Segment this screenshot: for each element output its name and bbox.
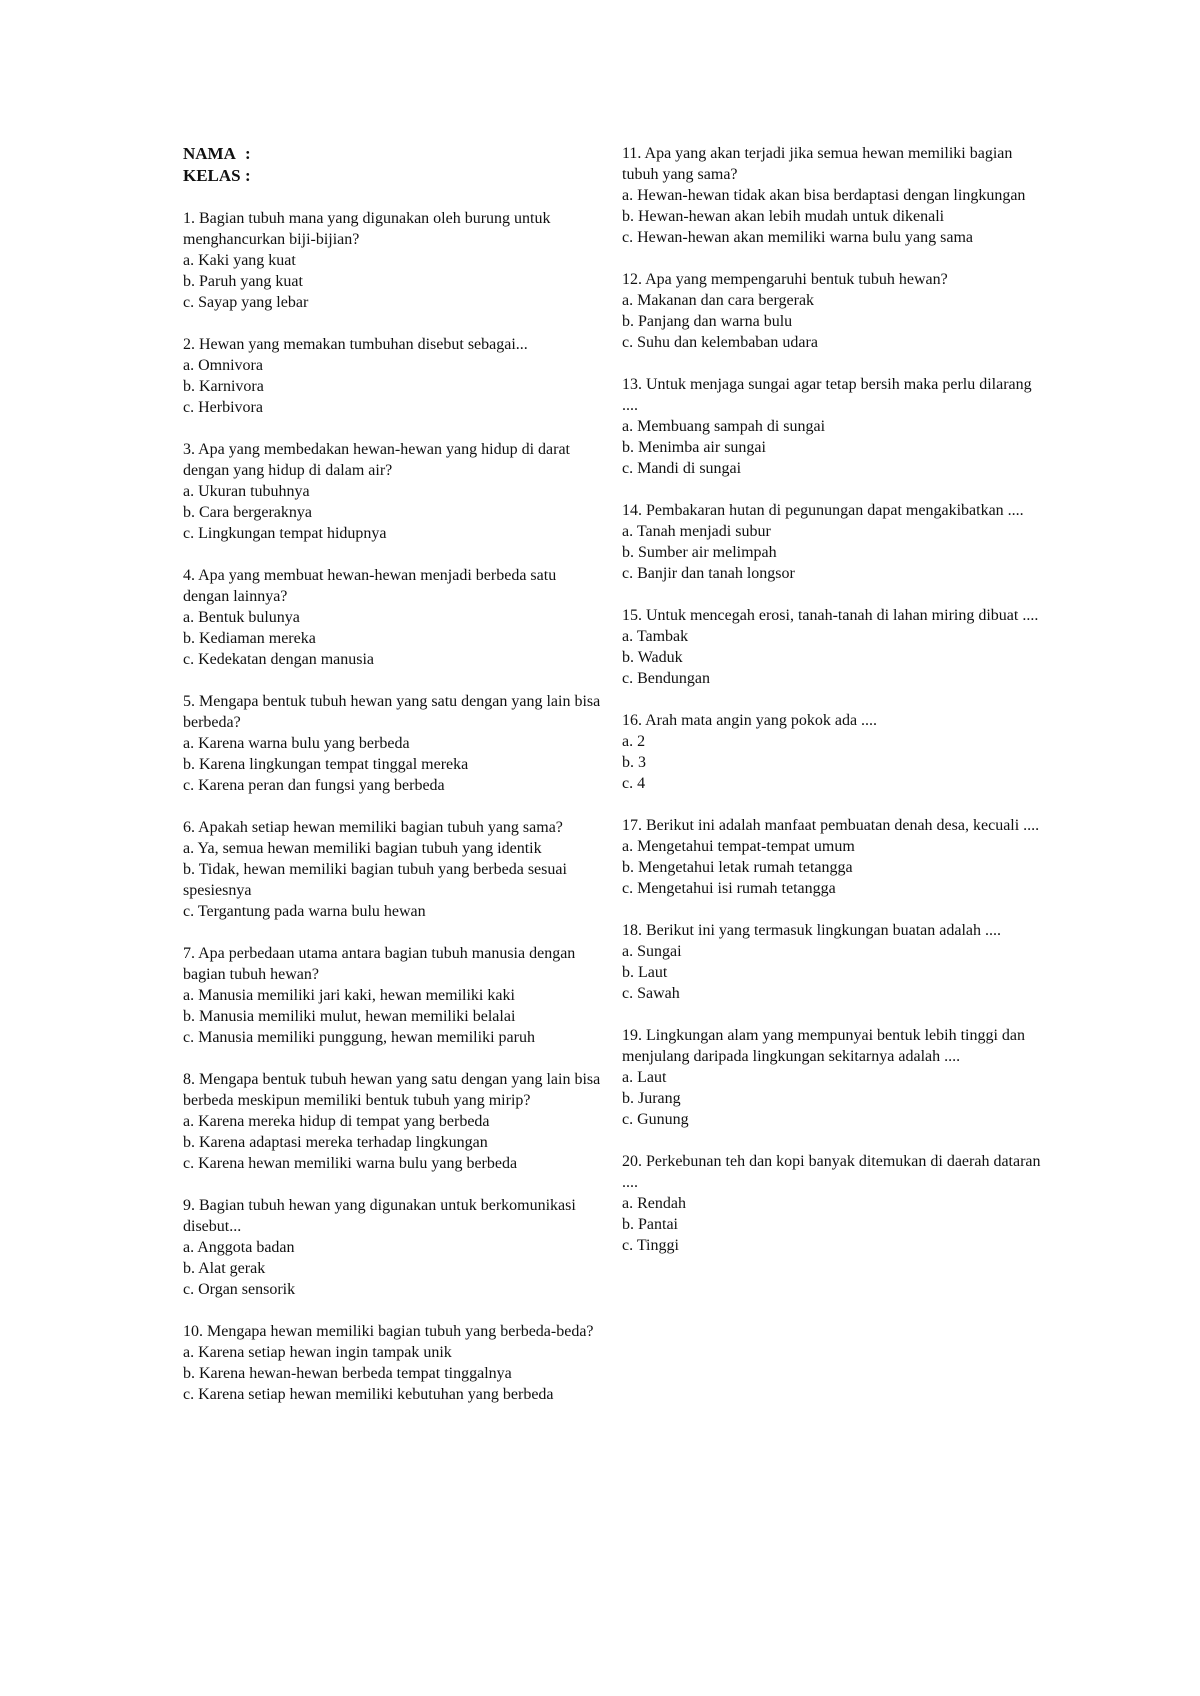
answer-option-a: a. Karena mereka hidup di tempat yang berbeda xyxy=(183,1113,490,1130)
answer-option-b: b. Paruh yang kuat xyxy=(183,273,303,290)
answer-option-c: c. Tinggi xyxy=(622,1237,679,1254)
answer-option-b: b. Kediaman mereka xyxy=(183,630,316,647)
answer-option-b: b. Karena lingkungan tempat tinggal mereka xyxy=(183,756,469,773)
answer-option-b: b. 3 xyxy=(622,754,646,771)
answer-option-c: c. Mandi di sungai xyxy=(622,460,742,477)
answer-option-c: c. Kedekatan dengan manusia xyxy=(183,651,375,668)
question-8 xyxy=(183,1069,603,1174)
question-text: 17. Berikut ini adalah manfaat pembuatan denah desa, kecuali .... xyxy=(622,817,1040,834)
answer-option-a: a. Mengetahui tempat-tempat umum xyxy=(622,838,855,855)
answer-option-b: b. Karena adaptasi mereka terhadap lingkungan xyxy=(183,1134,488,1151)
question-text: 2. Hewan yang memakan tumbuhan disebut sebagai... xyxy=(183,336,528,353)
question-7 xyxy=(183,943,603,1048)
kelas-line xyxy=(183,165,603,187)
left-column xyxy=(183,143,603,1426)
answer-option-c: c. Suhu dan kelembaban udara xyxy=(622,334,818,351)
answer-option-a: a. Bentuk bulunya xyxy=(183,609,300,626)
answer-option-a: a. Ya, semua hewan memiliki bagian tubuh yang identik xyxy=(183,840,542,857)
question-10 xyxy=(183,1321,603,1405)
answer-option-b: b. Manusia memiliki mulut, hewan memiliki belalai xyxy=(183,1008,516,1025)
question-text: 18. Berikut ini yang termasuk lingkungan buatan adalah .... xyxy=(622,922,1002,939)
question-text: 10. Mengapa hewan memiliki bagian tubuh yang berbeda-beda? xyxy=(183,1323,594,1340)
question-text: 4. Apa yang membuat hewan-hewan menjadi berbeda satu dengan lainnya? xyxy=(183,567,557,605)
answer-option-a: a. Kaki yang kuat xyxy=(183,252,296,269)
answer-option-a: a. Laut xyxy=(622,1069,667,1086)
student-info-header xyxy=(183,143,603,187)
answer-option-c: c. Sayap yang lebar xyxy=(183,294,309,311)
question-text: 8. Mengapa bentuk tubuh hewan yang satu dengan yang lain bisa berbeda meskipun memiliki bentuk tubuh yang mirip? xyxy=(183,1071,601,1109)
question-14 xyxy=(622,500,1042,584)
question-text: 20. Perkebunan teh dan kopi banyak ditemukan di daerah dataran .... xyxy=(622,1153,1041,1191)
question-text: 1. Bagian tubuh mana yang digunakan oleh burung untuk menghancurkan biji-bijian? xyxy=(183,210,551,248)
answer-option-b: b. Tidak, hewan memiliki bagian tubuh yang berbeda sesuai spesiesnya xyxy=(183,861,567,899)
question-16 xyxy=(622,710,1042,794)
question-text: 19. Lingkungan alam yang mempunyai bentuk lebih tinggi dan menjulang daripada lingkungan sekitarnya adalah .... xyxy=(622,1027,1026,1065)
answer-option-a: a. Ukuran tubuhnya xyxy=(183,483,310,500)
question-11 xyxy=(622,143,1042,248)
answer-option-a: a. Omnivora xyxy=(183,357,263,374)
question-text: 16. Arah mata angin yang pokok ada .... xyxy=(622,712,878,729)
kelas-colon: : xyxy=(245,166,251,185)
answer-option-a: a. Karena setiap hewan ingin tampak unik xyxy=(183,1344,452,1361)
question-20 xyxy=(622,1151,1042,1256)
left-question-list xyxy=(183,208,603,1405)
answer-option-b: b. Alat gerak xyxy=(183,1260,266,1277)
answer-option-a: a. Karena warna bulu yang berbeda xyxy=(183,735,410,752)
answer-option-c: c. Lingkungan tempat hidupnya xyxy=(183,525,387,542)
answer-option-b: b. Panjang dan warna bulu xyxy=(622,313,793,330)
question-9 xyxy=(183,1195,603,1300)
question-text: 13. Untuk menjaga sungai agar tetap bersih maka perlu dilarang .... xyxy=(622,376,1032,414)
answer-option-b: b. Karnivora xyxy=(183,378,264,395)
answer-option-a: a. Tanah menjadi subur xyxy=(622,523,771,540)
answer-option-c: c. Karena peran dan fungsi yang berbeda xyxy=(183,777,445,794)
question-6 xyxy=(183,817,603,922)
question-17 xyxy=(622,815,1042,899)
question-18 xyxy=(622,920,1042,1004)
answer-option-a: a. Membuang sampah di sungai xyxy=(622,418,826,435)
answer-option-b: b. Mengetahui letak rumah tetangga xyxy=(622,859,853,876)
question-1 xyxy=(183,208,603,313)
answer-option-c: c. Bendungan xyxy=(622,670,710,687)
question-text: 6. Apakah setiap hewan memiliki bagian tubuh yang sama? xyxy=(183,819,563,836)
question-19 xyxy=(622,1025,1042,1130)
question-15 xyxy=(622,605,1042,689)
kelas-label: KELAS xyxy=(183,166,241,185)
answer-option-b: b. Menimba air sungai xyxy=(622,439,766,456)
question-text: 3. Apa yang membedakan hewan-hewan yang hidup di darat dengan yang hidup di dalam air? xyxy=(183,441,570,479)
question-4 xyxy=(183,565,603,670)
right-question-list xyxy=(622,143,1042,1256)
question-text: 11. Apa yang akan terjadi jika semua hewan memiliki bagian tubuh yang sama? xyxy=(622,145,1013,183)
question-13 xyxy=(622,374,1042,479)
question-12 xyxy=(622,269,1042,353)
question-text: 12. Apa yang mempengaruhi bentuk tubuh hewan? xyxy=(622,271,948,288)
question-text: 5. Mengapa bentuk tubuh hewan yang satu dengan yang lain bisa berbeda? xyxy=(183,693,601,731)
answer-option-a: a. Rendah xyxy=(622,1195,686,1212)
answer-option-a: a. 2 xyxy=(622,733,646,750)
answer-option-c: c. Hewan-hewan akan memiliki warna bulu yang sama xyxy=(622,229,973,246)
answer-option-c: c. Mengetahui isi rumah tetangga xyxy=(622,880,836,897)
answer-option-c: c. Karena hewan memiliki warna bulu yang berbeda xyxy=(183,1155,518,1172)
answer-option-b: b. Pantai xyxy=(622,1216,678,1233)
answer-option-b: b. Sumber air melimpah xyxy=(622,544,777,561)
answer-option-c: c. Banjir dan tanah longsor xyxy=(622,565,795,582)
question-2 xyxy=(183,334,603,418)
answer-option-a: a. Tambak xyxy=(622,628,689,645)
answer-option-c: c. Organ sensorik xyxy=(183,1281,296,1298)
answer-option-c: c. Herbivora xyxy=(183,399,263,416)
question-5 xyxy=(183,691,603,796)
answer-option-c: c. Karena setiap hewan memiliki kebutuhan yang berbeda xyxy=(183,1386,554,1403)
answer-option-c: c. Sawah xyxy=(622,985,680,1002)
answer-option-c: c. Tergantung pada warna bulu hewan xyxy=(183,903,426,920)
answer-option-b: b. Jurang xyxy=(622,1090,681,1107)
answer-option-c: c. 4 xyxy=(622,775,646,792)
answer-option-a: a. Hewan-hewan tidak akan bisa berdaptasi dengan lingkungan xyxy=(622,187,1026,204)
answer-option-b: b. Waduk xyxy=(622,649,683,666)
answer-option-b: b. Laut xyxy=(622,964,668,981)
answer-option-b: b. Hewan-hewan akan lebih mudah untuk dikenali xyxy=(622,208,945,225)
nama-colon: : xyxy=(245,144,251,163)
answer-option-b: b. Cara bergeraknya xyxy=(183,504,312,521)
answer-option-c: c. Manusia memiliki punggung, hewan memiliki paruh xyxy=(183,1029,535,1046)
nama-line xyxy=(183,143,603,165)
answer-option-a: a. Makanan dan cara bergerak xyxy=(622,292,815,309)
question-text: 7. Apa perbedaan utama antara bagian tubuh manusia dengan bagian tubuh hewan? xyxy=(183,945,576,983)
question-text: 15. Untuk mencegah erosi, tanah-tanah di lahan miring dibuat .... xyxy=(622,607,1039,624)
question-3 xyxy=(183,439,603,544)
question-text: 9. Bagian tubuh hewan yang digunakan untuk berkomunikasi disebut... xyxy=(183,1197,576,1235)
answer-option-b: b. Karena hewan-hewan berbeda tempat tinggalnya xyxy=(183,1365,512,1382)
answer-option-a: a. Anggota badan xyxy=(183,1239,295,1256)
answer-option-a: a. Manusia memiliki jari kaki, hewan memiliki kaki xyxy=(183,987,515,1004)
question-text: 14. Pembakaran hutan di pegunungan dapat mengakibatkan .... xyxy=(622,502,1024,519)
nama-label: NAMA xyxy=(183,144,236,163)
right-column xyxy=(622,143,1042,1277)
answer-option-a: a. Sungai xyxy=(622,943,682,960)
answer-option-c: c. Gunung xyxy=(622,1111,689,1128)
